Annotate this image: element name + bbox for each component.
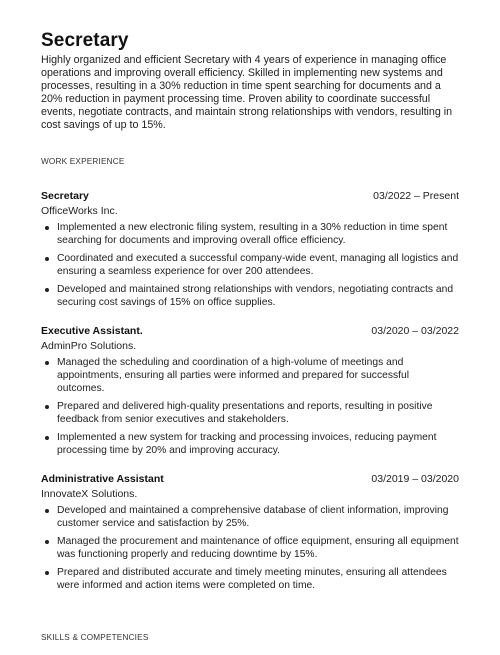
work-experience-heading: WORK EXPERIENCE bbox=[41, 157, 125, 166]
job-dates: 03/2020 – 03/2022 bbox=[371, 325, 459, 337]
job-header bbox=[41, 190, 459, 204]
professional-summary: Highly organized and efficient Secretary with 4 years of experience in managing office operations and improving overall efficiency. Skilled in implementing new systems and processes, resulting in a 30% reduction in time spent searching for documents and a 20% reduction in payment processing time. Proven ability to coordinate successful events, negotiate contracts, and maintain strong relationships with vendors, resulting in cost savings of up to 15%. bbox=[41, 54, 453, 131]
bullet-dot-icon bbox=[45, 509, 49, 513]
job-dates: 03/2022 – Present bbox=[373, 190, 459, 202]
bullet-text: Managed the procurement and maintenance of office equipment, ensuring all equipment was functioning properly and reducing downtime by 15%. bbox=[57, 536, 459, 560]
job-bullet bbox=[41, 431, 459, 457]
job-entry-executive-assistant bbox=[41, 325, 459, 462]
job-bullet bbox=[41, 566, 459, 592]
job-bullet bbox=[41, 535, 459, 561]
resume-title: Secretary bbox=[41, 30, 129, 51]
bullet-text: Implemented a new electronic filing system, resulting in a 30% reduction in time spent searching for documents and improving overall office efficiency. bbox=[57, 222, 448, 246]
job-header bbox=[41, 473, 459, 487]
bullet-dot-icon bbox=[45, 226, 49, 230]
bullet-text: Coordinated and executed a successful company-wide event, managing all logistics and ensuring a seamless experience for over 200 attendees. bbox=[57, 253, 459, 277]
job-bullet bbox=[41, 221, 459, 247]
job-bullet bbox=[41, 252, 459, 278]
bullet-text: Developed and maintained a comprehensive database of client information, improving customer service and satisfaction by 25%. bbox=[57, 505, 449, 529]
company-name: InnovateX Solutions. bbox=[41, 488, 138, 500]
job-bullet bbox=[41, 400, 459, 426]
bullet-dot-icon bbox=[45, 571, 49, 575]
skills-competencies-heading: SKILLS & COMPETENCIES bbox=[41, 633, 149, 642]
bullet-dot-icon bbox=[45, 361, 49, 365]
bullet-text: Prepared and delivered high-quality presentations and reports, resulting in positive feedback from senior executives and stakeholders. bbox=[57, 401, 433, 425]
bullet-dot-icon bbox=[45, 288, 49, 292]
bullet-dot-icon bbox=[45, 257, 49, 261]
job-bullet bbox=[41, 356, 459, 395]
bullet-dot-icon bbox=[45, 405, 49, 409]
job-entry-secretary bbox=[41, 190, 459, 314]
company-name: AdminPro Solutions. bbox=[41, 340, 137, 352]
job-title: Secretary bbox=[41, 190, 89, 202]
bullet-text: Implemented a new system for tracking and processing invoices, reducing payment processing time by 20% and improving accuracy. bbox=[57, 432, 437, 456]
job-entry-administrative-assistant bbox=[41, 473, 459, 597]
bullet-text: Prepared and distributed accurate and timely meeting minutes, ensuring all attendees were informed and action items were completed on time. bbox=[57, 567, 447, 591]
job-bullet bbox=[41, 283, 459, 309]
bullet-dot-icon bbox=[45, 540, 49, 544]
job-bullet-list bbox=[41, 356, 459, 457]
job-header bbox=[41, 325, 459, 339]
job-bullet-list bbox=[41, 221, 459, 309]
bullet-dot-icon bbox=[45, 436, 49, 440]
job-bullet-list bbox=[41, 504, 459, 592]
job-dates: 03/2019 – 03/2020 bbox=[371, 473, 459, 485]
job-bullet bbox=[41, 504, 459, 530]
job-title: Executive Assistant. bbox=[41, 325, 143, 337]
company-name: OfficeWorks Inc. bbox=[41, 205, 118, 217]
bullet-text: Developed and maintained strong relationships with vendors, negotiating contracts and securing cost savings of 15% on office supplies. bbox=[57, 284, 454, 308]
job-title: Administrative Assistant bbox=[41, 473, 164, 485]
bullet-text: Managed the scheduling and coordination of a high-volume of meetings and appointments, ensuring all parties were informed and prepared for successful outcomes. bbox=[57, 357, 409, 394]
